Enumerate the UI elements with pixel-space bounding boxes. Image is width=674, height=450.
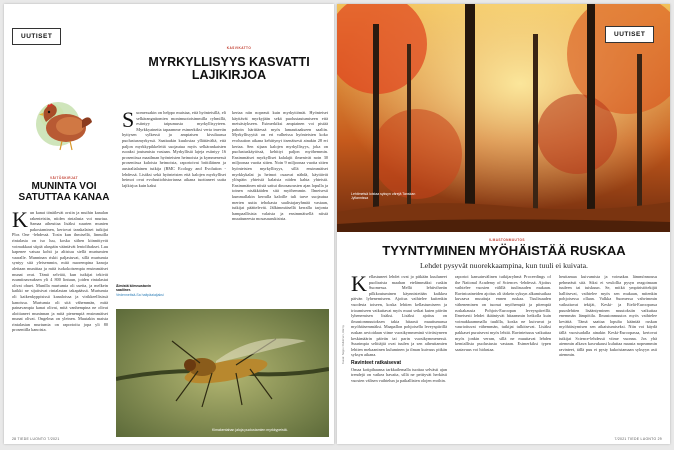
article-kicker: ILMASTONMUUTOS bbox=[489, 238, 525, 242]
article1-title: MUNINTA VOI SATUTTAA KANAA bbox=[18, 181, 110, 203]
article-subtitle: Lehdet pysyvät nuorekkaampina, kun tuuli ei kuivata. bbox=[419, 261, 589, 270]
article2-body-col1 bbox=[122, 110, 226, 278]
left-footer: 28 TIEDE LUONTO 7/2021 bbox=[12, 437, 60, 441]
article2-kicker: KASVIKATTO bbox=[226, 46, 252, 50]
left-page bbox=[4, 4, 334, 444]
article1-kicker: VÄITÖSKIRJAT bbox=[50, 176, 78, 180]
article2-dropcap: S bbox=[122, 110, 135, 132]
article-body-col3: heuttamaa kuivumista ja voimakas lämmönnousu pehmeästi sitä. Siksi ei veulollia pysyn reagoimaan tuuleen tai tuiskuun. Se, mitkä ympäristötekijät hallitsevat, vaihtelee myös sen mukaan, mitenkin pohjoisessa ollaan. Valkka Suomessa vahvimmin vaikuttavat tekijät, Keski- ja Etelä-Euroopassa puunlehtien lisääntyminen muutoksiin vaikuttaa enemmän lämpötila. Ilmastonmuutos myös vaihtelee kevättä. Tämä saattaa lopulta kääntää ruskan myöhäistymisen sen aikaistumiseksi. Niin voi käydä tällä vuosisadalla ainakin Keski-Euroopassa, kertovat tutkijat Science-lehdessä viime vuonna. Jos yhä aiemmin alkava kasvukausi kuluttaa maasta nopeammin ravinteet, tällä puu ei pysty kukoistamaan syksyyn asti aiemmin. bbox=[559, 274, 657, 358]
photo-credit: Kuvat: Seppo Pulkkinen, Alamy bbox=[341, 325, 345, 364]
article-subhead: Ravinteet ratkaisevat bbox=[351, 359, 402, 366]
article1-body bbox=[12, 210, 108, 430]
section-tag-right: UUTISET bbox=[605, 26, 654, 43]
article-dropcap: K bbox=[351, 274, 367, 296]
article1-body-text: un kanat tönäilevät orsiin ja muihin kanalan rakenteisiin, niiden rintalasta voi murtua. Samaa aiheuttaa lisäksi suurten munien pakostaminen, kertovat tanskalaiset tutkijat Plos One -lehdessä. Tosin kun ihmisellä, linnuilla rintalasta on iso luu, koska siihen kiinnittyvät voimakkaat siipiä alaspäin vääntävät lentolihakset. Luu kapenee vatsaa kohti ja altistuu siellä murtumien vaaralle. Munninan riskit paljastuvat, sillä murtumia syntyy sitä yleisemmin, mitä nuorempina kanoja alettaan munittaa ja mitä isokokoisempia ensimmäiset munat ovat. Tämä selviää, kun tutkijat tekivät ruumiinavauksen yli 4 800 lintuun, joiden rintalastat olivat ohuet. Munilla murtumia oli useita, ja melkein kaikki ne sijaitsivat rintalastan takapäässä. Murtumia oli kaikenkyppisissä kanaloissa ja virikkeellisissä kanoissa. Murtumia oli sitä vähemmän, mitä painavampia kanat olivat, mitä vanhempina ne olivat aloittaneet muninnan ja mitä pienempiä ensimmäiset munat olivat. Ongelma on yleinen. Muutakin maista rintalastan murtumia on raportoitu jopa yli 80 prosentilla kanoista. bbox=[12, 210, 108, 333]
side-caption bbox=[116, 284, 166, 297]
right-page bbox=[337, 4, 670, 444]
article-body-col1 bbox=[351, 274, 447, 434]
article2-body-col2: kertaa niin nopeasti kuin myrkyttömät. Hyönteiset käyttävät myrkyjään sekä puolustautumiseen että metsästykseen. Esimerkiksi ampiainen voi pistää pahoin härittäessä myös lamauttaakseen saaliin. Myrkyllisyyttä on eri valheissa hyönteisten koko evoluution aikana kehittynyt itsenäisesti ainakin 28 eri kertaa. Sen sijaan kalojen myrkyllisyys, joka on puolustuskäytössä, kehittyi paljon myöhemmin. Ensimmäiset myrkylliset kalalajit ilmenivät noin 30 miljoonaa vuotta sitten. Noin 9 miljoonaa vuotta sitten hyönteisten myrkyllisyys, sillä ensimmäiset myrkkykalat ja heimot osaavat nähdä, käyttävät ylöspäin yhteisiä kalaisia niiden kahta yhteistä. Ensimmäinen niistä sattui dinosaurusten ajan lopulla ja toinen nisäkkäiden sitä myöhemmin. Ilmeisesti kummallakin kerralla kaloille tuli tarve suojautua merten uutta tehokasta saalistajaryhmää vastaan, tutkijat päättelevät. Jälkimmäisellä kerralla tarjonta hampaallisista valaista ja ensimmäisellä niistä muuttuneesta mosasaurukisista. bbox=[232, 110, 328, 222]
article-body-col2: raportoi kansainvälinen tutkijaryhmä Proceedings of the National Academy of Sciences -lehdessä. Ajoitus vaihtelee vuosien välillä tuulisuuden mukaan. Ravintoaineiden ajoitus oli tärkein syksyn alkamisaikaa kuvaava muuttuja ennen ruskaa. Tuulisuuden väheneminen on tuonut myöhempiä ja pitempiä ruskakausia Pohjois-Euroopan leveyspiireillä. Ilmeisesti lehdet ikääntyvät hitaammin heikolla kuin voimakkaammalla tuulilla, koska ne kuivuvat ja vaurioituvat vähemmän, tutkijat tulkitsevat. Lisäksi pakkaset puraisevat myös lehtiä. Ravinteisuus vaikuttaa myös jonkin verran, sillä ne muuttavat lehden kemiallista puolustusta vastaan. Esimerkiksi typen saatavuus voi hidastaa. bbox=[455, 274, 551, 352]
article-body-col1-end: Omaa kotipihaansa tarkkailemalla tuottaa selvästi ajan trendejä on vaikea havaita, sillä ne peittyvät herkästi vuosien välisen vaihtelun ja paikallisten olojen eroihin. bbox=[351, 366, 447, 383]
article2-title: MYRKYLLISYYS KASVATTI LAJIKIRJOA bbox=[148, 55, 310, 83]
article-body-col1-text: ellastuneet lehdet ovat jo pitkään kuuluneet puoliraista maahan etelämmäksi ruskin Suomessa. Mellä lehtivihreän pilkkoutuminen käynnistetään kaikkea päivän lyhenemiseen. Ajoitus vaihtelee kuitenkin vuodesta toiseen, koska lehtien kellastumiseen ja irtoamiseen vaikuttavat myös muut seikat kuten päivän lyhenemisen lisäksi. Lisäksi ajoitus on ilmastonmuutoksen takia hitaasti muuttumassa myöhäisemmäksi. Maapallon pohjoisella leveyspiirillä ruskan arvioidaan viime vuosikymmeninä viivästyneen keskimäärin päivän tai parin vuosikymmenessä. Suurimpia selittäjiä ovat tuulen ja sen aiheuttamien lehtien mekaaninen kuluminen ja ilman kuivuus pitkän syksyn aikana. bbox=[351, 274, 447, 358]
insect-photo-caption: Kimakentahan jaloja puolustamien myrkkypeistä. bbox=[212, 428, 288, 432]
side-caption-title: Äimistä kiimnustavin saaliiner. bbox=[116, 284, 152, 293]
article2-body-col1-text: uomessakin on helppo muistaa, että hyönteisillä, eli selkärangattomien monimuotoisimmilla ryhmillä, esiintyy taipumusta myrkyllisyyteen. Myrkkyaineita tapaamme esimerkiksi verta imevän hyttysen sylkessä ja ampiaisen kivuliaassa puolustusmyrkyssä. Saattaakin kuulostaa yllättävältä, että paljon myrkkypikkeleitä suojautua myös selkärankaisten ruoaksi joutumista vastaan. Myrkyllisiä lajeja esiintyy 16 prosentissa maailman hyönteisten heimoista ja kymmenessä prosentissa kaloista heimoista, raportoivat brittiläinen ja australialainen tutkija (BMC Ecology and Evolution -lehdessä. Lisäksi sekä hyönteisten että kalojen myrkylliset heimot ovat evoluutiohistoriansa aikana tuottaneet uutta lajikirjoa kuin kaksi bbox=[122, 110, 226, 188]
article-title: TYYNTYMINEN MYÖHÄISTÄÄ RUSKAA bbox=[382, 243, 626, 258]
section-tag: UUTISET bbox=[12, 28, 61, 45]
article1-dropcap: K bbox=[12, 210, 28, 232]
hen-illustration bbox=[26, 92, 96, 158]
side-caption-sub: Vedenneitsä-Sa haitpäaiaijaksi bbox=[116, 292, 164, 297]
forest-photo-caption: Lehtimetsä loistaa syksyn värejä Tanskan Jyllannissa bbox=[351, 192, 416, 201]
right-footer: 7/2021 TIEDE LUONTO 29 bbox=[614, 437, 662, 441]
insect-photo bbox=[116, 309, 329, 437]
